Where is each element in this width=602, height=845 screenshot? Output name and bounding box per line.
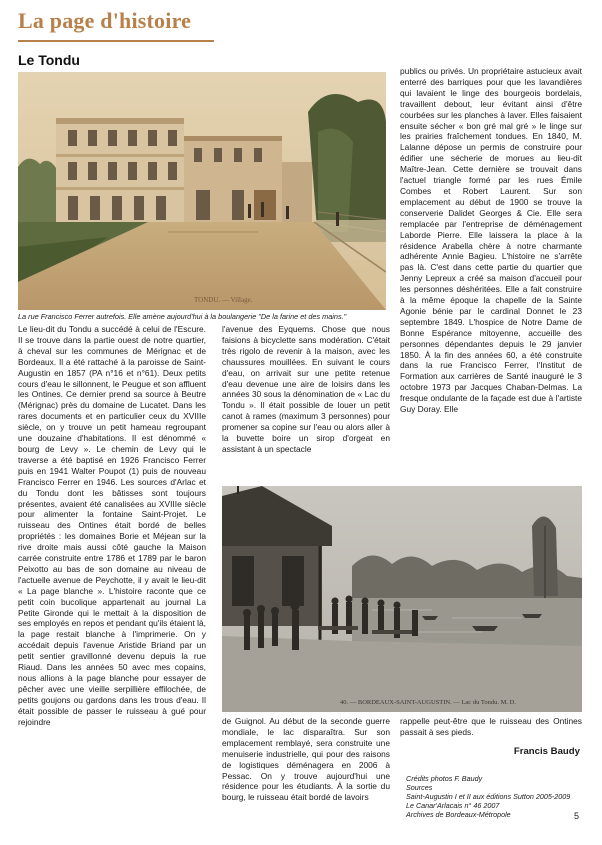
article-column-3-bottom [400,716,582,738]
credit-line: Crédits photos F. Baudy [406,774,483,783]
photo1-caption: La rue Francisco Ferrer autrefois. Elle amène aujourd'hui à la boulangerie "De la farine et des mains." [18,312,347,321]
article-column-2-top [222,324,390,455]
article-title: Le Tondu [18,52,80,68]
author-name: Francis Baudy [513,746,580,757]
article-text-col2-bottom: de Guignol. Au début de la seconde guerre mondiale, le lac disparaîtra. Sur son emplacement remblayé, sera construite une menuiserie industrielle, qui pour des raisons de logistiques déménagera en 2006 à Pessac. On y trouve aujourd'hui une résidence pour les étudiants. À la sortie du bourg, le ruisseau était bordé de lavoirs [222,716,390,803]
credits-block [406,774,586,819]
article-text-col3-bottom: rappelle peut-être que le ruisseau des Ontines passait à ses pieds. [400,716,582,737]
page-header-title: La page d'histoire [18,8,192,33]
credit-line: Archives de Bordeaux-Métropole [406,810,511,819]
article-text-col1: Le lieu-dit du Tondu a succédé à celui de l'Escure. Il se trouve dans la partie ouest de notre quartier, à cheval sur les communes de Mérignac et de Bordeaux. Il a été rattaché à la paroisse de Saint-Augustin en 1857 (PA n°16 et n°61). Deux petits cours d'eau le sillonnent, le Peugue et son affluent les Ontines. Ce dernier prend sa source à Beutre (Mérignac) près du domaine de Lucatet. Dans les rares documents et en particulier ceux du XVIIIe siècle, on y trouve un petit hameau regroupant une douzaine d'habitations. Il est dénommé « bourg de Levy ». Le chemin de Levy qui le traverse a été baptisé en 1926 Francisco Ferrer puis en 1941 Walter Poupot (1) puis de nouveau Francisco Ferrer en 1946. Les sources d'Arlac et du Tondu dont les bâtisses sont toujours présentes, avaient été canalisées au XVIIIe siècle pour alimenter la fontaine Saint-Projet. Le ruisseau des Ontines était bordé de belles propriétés : les domaines Borie et Méjean sur la rive droite mais aussi côté gauche la Maison carrée construite entre 1786 et 1789 par le baron Peixotto au bas de son domaine au niveau de l'actuelle avenue de Peychotte, il y avait le lieu-dit « La page blanche ». L'histoire raconte que ce petit coin bucolique appartenait au journal La Petite Gironde qui le mettait à la disposition de ses employés en repos et pendant qu'ils étaient là, la page restait blanche à l'imprimerie. On y accédait depuis l'avenue Aristide Briand par un petit sentier gravillonné devenu depuis la rue Riaud. Dans les années 50 avec mes copains, nous allions à la page blanche pour essayer de pêcher avec une vieille serpillière effilochée, de petits goujons ou gardons dans les trous d'eau. Il était possible de passer le ruisseau à gué pour rejoindre [18,324,206,727]
article-text-col2-top: l'avenue des Eyquems. Chose que nous faisions à bicyclette sans modération. C'était très rigolo de revenir à la maison, avec les chaussures mouillées. En suivant le cours d'eau, on arrivait sur une petite retenue d'eau devenue une aire de loisirs dans les années 30 sous la dénomination de « Lac du Tondu ». Il était possible de louer un petit canot à rames (maximum 3 personnes) pour promener sa copine sur l'eau ou alors aller à la buvette boire un sirop d'orgeat en assistant à un spectacle [222,324,390,454]
photo-street-scene [18,72,386,310]
credit-line: Sources [406,783,433,792]
article-column-2-bottom [222,716,390,803]
credit-line: Le Canar'Arlacais n° 46 2007 [406,801,500,810]
postcard-label-1: TONDU. — Village. [194,296,253,304]
header-underline [18,40,214,42]
credit-line: Saint-Augustin I et II aux éditions Sutton 2005-2009 [406,792,571,801]
article-text-col3-top: publics ou privés. Un propriétaire astucieux avait enterré des barriques pour que les lavandières qui lavaient le linge des bourgeois bordelais, travaillent debout, leur évitant ainsi d'être courbées sur les planches à laver. Elles faisaient ensuite sécher « bon gré mal gré » le linge sur les prairies fraîchement tondues. En 1840, M. Lalanne dépose un permis de construire pour édifier une sécherie de morues au lieu-dit Maître-Jean. Cette dernière se trouvait dans l'actuel triangle formé par les rues Émile Combes et Robert Laurent. Sur son emplacement au début de 1900 se trouve la conserverie Dalidet Georges & Cie. Elle sera remplacée par l'entreprise de déménagement Laborde Pierre. Elle laissera la place à la résidence Arabella chère à notre charmante adhérente Annie Bagieu. L'histoire ne s'arrête pas là. C'est dans cette partie du quartier que Jenny Lepreux a créé sa maison d'accueil pour les personnes déshéritées. Elle a fait construire à la même époque la chapelle de la Sainte Agonie bénie par le cardinal Donnet le 23 septembre 1849. L'hospice de Notre Dame de Bonne Espérance mitoyenne, accueille des personnes dépendantes depuis le 29 janvier 1850. À la fin des années 60, a été construite dans la rue Francisco Ferrer, l'Institut de Formation aux carrières de Santé inauguré le 3 octobre 1973 par Jacques Chaban-Delmas. La fresque ondulante de la façade est due à l'artiste Guy Doray. Elle [400,66,582,415]
postcard-label-2: 40. — BORDEAUX-SAINT-AUGUSTIN. — Lac du Tondu. M. D. [340,699,516,706]
photo-lake-tondu [222,486,582,712]
article-column-1 [18,324,206,728]
page-number: 5 [574,811,580,821]
article-column-3-top [400,66,582,415]
